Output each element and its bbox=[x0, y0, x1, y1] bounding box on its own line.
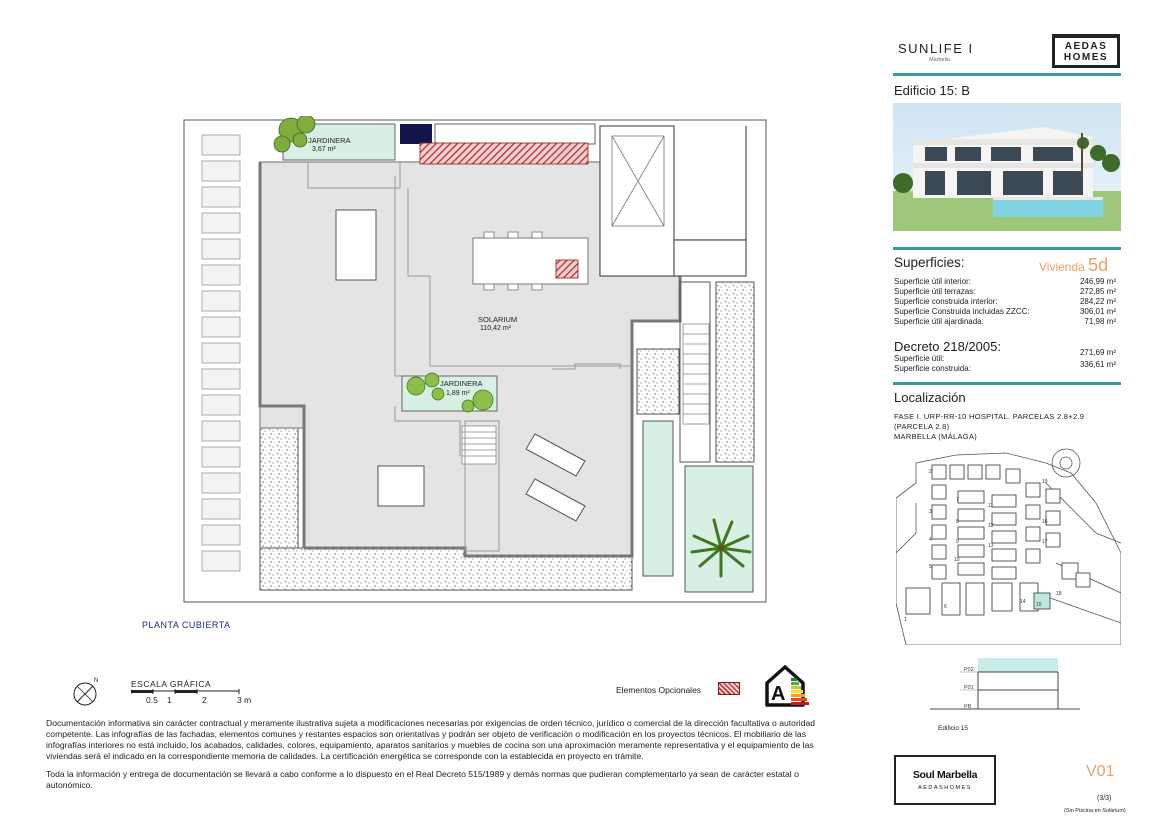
room-label-jardinera-top: JARDINERA bbox=[308, 136, 351, 145]
site-plan-number: 11 bbox=[988, 503, 994, 509]
section-caption: Edificio 15 bbox=[938, 725, 968, 732]
vivienda-number: 5d bbox=[1088, 255, 1109, 275]
soul-logo-line1: Soul Marbella bbox=[912, 769, 978, 781]
edificio-title: Edificio 15: B bbox=[894, 83, 970, 98]
localizacion-line: (PARCELA 2.8) bbox=[894, 422, 950, 431]
site-plan-map bbox=[896, 443, 1121, 645]
site-plan-number: 2 bbox=[929, 469, 932, 475]
disclaimer-paragraph-2: Toda la información y entrega de documentación se llevará a cabo conforme a lo dispuesto en el Real Decreto 515/1989 y demás normas que pudieran complementarlo ya sean de carácter estatal o autonómico. bbox=[46, 769, 799, 790]
scale-tick: 0.5 bbox=[146, 695, 158, 705]
localizacion-line: MARBELLA (MÁLAGA) bbox=[894, 432, 978, 441]
navy-block bbox=[400, 124, 432, 144]
building-section bbox=[930, 655, 1080, 730]
superficie-value: 71,98 m² bbox=[1084, 317, 1116, 326]
garden-palm-area bbox=[685, 466, 753, 592]
aedas-logo bbox=[1052, 34, 1120, 68]
section-level: P01 bbox=[964, 685, 974, 691]
site-plan-number: 3 bbox=[929, 509, 932, 515]
scale-tick: 3 m bbox=[237, 695, 252, 705]
decreto-title: Decreto 218/2005: bbox=[894, 339, 1001, 354]
project-name: SUNLIFE I bbox=[898, 41, 974, 56]
scale-tick: 2 bbox=[202, 695, 207, 705]
site-plan-number: 9 bbox=[956, 539, 959, 545]
aedas-logo-line2: HOMES bbox=[1063, 51, 1109, 63]
gravel-mid bbox=[637, 349, 679, 414]
superficie-row bbox=[894, 297, 1116, 307]
superficie-label: Superficie útil interior: bbox=[894, 277, 971, 286]
site-plan-number: 7 bbox=[956, 497, 959, 503]
superficie-label: Superficie útil terrazas: bbox=[894, 287, 976, 296]
room-area-jardinera-top: 3,67 m² bbox=[312, 146, 336, 153]
disclaimer-paragraph-1: Documentación informativa sin carácter contractual y meramente ilustrativa sujeta a modificaciones necesarias por exigencias de orden técnico, jurídico o comercial de la dirección facultativa o autoridad competente. Las infografías de las fachadas, elementos comunes y restantes espacios son orientativas y podrán ser objeto de verificación o modificación en los proyectos técnicos. El mobiliario de las infografías interiores no está incluido, los acabados, calidades, colores, equipamiento, aparatos sanitarios y muebles de cocina son una aproximación meramente representativa y el equipamiento de las viviendas será el indicado en la correspondiente memoria de calidades. La certificación energética se corresponde con la establecida en proyecto en trámite. bbox=[46, 718, 816, 761]
soul-marbella-logo bbox=[894, 755, 996, 805]
plan-title: PLANTA CUBIERTA bbox=[142, 620, 231, 630]
energy-rating-letter: A bbox=[771, 683, 786, 705]
decreto-label: Superficie construida: bbox=[894, 364, 971, 373]
optional-elements-label: Elementos Opcionales bbox=[616, 685, 702, 695]
scale-title: ESCALA GRÁFICA bbox=[131, 679, 212, 689]
stairs-center bbox=[462, 426, 496, 464]
soul-logo-line2: AEDASHOMES bbox=[918, 785, 972, 791]
superficie-row bbox=[894, 277, 1116, 287]
room-area-solarium: 110,42 m² bbox=[480, 325, 511, 332]
localizacion-title: Localización bbox=[894, 390, 966, 405]
room-label-solarium: SOLARIUM bbox=[478, 315, 518, 324]
superficie-value: 246,99 m² bbox=[1079, 277, 1116, 286]
compass-icon bbox=[72, 676, 102, 706]
site-plan-number: 8 bbox=[956, 519, 959, 525]
divider bbox=[893, 73, 1121, 76]
building-photo bbox=[893, 103, 1121, 231]
site-plan-number: 17 bbox=[1042, 539, 1048, 545]
superficies-title: Superficies: bbox=[894, 255, 965, 270]
table-top bbox=[336, 210, 376, 280]
divider bbox=[893, 382, 1121, 385]
site-plan-number: 5 bbox=[929, 564, 932, 570]
paving-slabs bbox=[202, 135, 240, 571]
aedas-logo-line1: AEDAS bbox=[1064, 40, 1108, 52]
site-plan-number: 19 bbox=[1042, 479, 1048, 485]
superficie-row bbox=[894, 287, 1116, 297]
divider bbox=[893, 247, 1121, 250]
superficie-label: Superficie construida interior: bbox=[894, 297, 998, 306]
localizacion-line: FASE I. URP-RR-10 HOSPITAL. PARCELAS 2.8+2.9 bbox=[894, 412, 1085, 421]
site-plan-number: 18 bbox=[1056, 591, 1062, 597]
floor-plan bbox=[180, 116, 770, 606]
energy-rating-icon bbox=[765, 663, 811, 707]
site-plan-number: 12 bbox=[988, 523, 994, 529]
hatch-swatch-icon bbox=[718, 682, 740, 695]
decreto-value: 271,69 m² bbox=[1079, 348, 1116, 357]
site-plan-number: 6 bbox=[944, 604, 947, 610]
shaft-x bbox=[600, 126, 674, 276]
optional-element-bar bbox=[420, 143, 588, 164]
decreto-label: Superficie útil: bbox=[894, 354, 945, 363]
disclaimer bbox=[46, 718, 846, 798]
compass-north-label: N bbox=[94, 678, 99, 684]
scale-tick: 1 bbox=[167, 695, 172, 705]
site-plan-number: 14 bbox=[1020, 599, 1026, 605]
decreto-row bbox=[894, 360, 1116, 374]
site-plan-number: 15 bbox=[1036, 602, 1042, 608]
superficie-value: 284,22 m² bbox=[1079, 297, 1116, 306]
page-number: (3/3) bbox=[1097, 795, 1112, 802]
superficie-label: Superficie útil ajardinada: bbox=[894, 317, 984, 326]
vivienda-badge bbox=[1039, 255, 1108, 276]
footnote: (Sin Piscina en Solárium) bbox=[1064, 808, 1126, 814]
superficie-value: 272,85 m² bbox=[1079, 287, 1116, 296]
site-plan-number: 4 bbox=[929, 537, 932, 543]
stairs-right bbox=[683, 324, 709, 424]
site-plan-number: 10 bbox=[954, 557, 960, 563]
table-bottom bbox=[378, 466, 424, 506]
room-label-jardinera-mid: JARDINERA bbox=[440, 379, 483, 388]
superficie-row bbox=[894, 307, 1116, 317]
version-label: V01 bbox=[1086, 763, 1115, 780]
localizacion-text bbox=[894, 412, 1114, 442]
room-area-jardinera-mid: 1,89 m² bbox=[446, 390, 470, 397]
site-plan-number: 16 bbox=[1042, 519, 1048, 525]
decreto-value: 336,61 m² bbox=[1079, 360, 1116, 369]
section-level: P02 bbox=[964, 667, 974, 673]
gravel-right-tall bbox=[716, 282, 754, 462]
site-plan-number: 1 bbox=[904, 617, 907, 623]
project-location: Marbella bbox=[929, 57, 951, 63]
superficie-row bbox=[894, 317, 1116, 327]
section-level: PB bbox=[964, 704, 972, 710]
superficie-value: 306,01 m² bbox=[1079, 307, 1116, 316]
site-plan-number: 13 bbox=[988, 543, 994, 549]
vivienda-label: Vivienda bbox=[1039, 260, 1085, 274]
superficie-label: Superficie Construida incluidas ZZCC: bbox=[894, 307, 1030, 316]
garden-strip bbox=[643, 421, 673, 576]
